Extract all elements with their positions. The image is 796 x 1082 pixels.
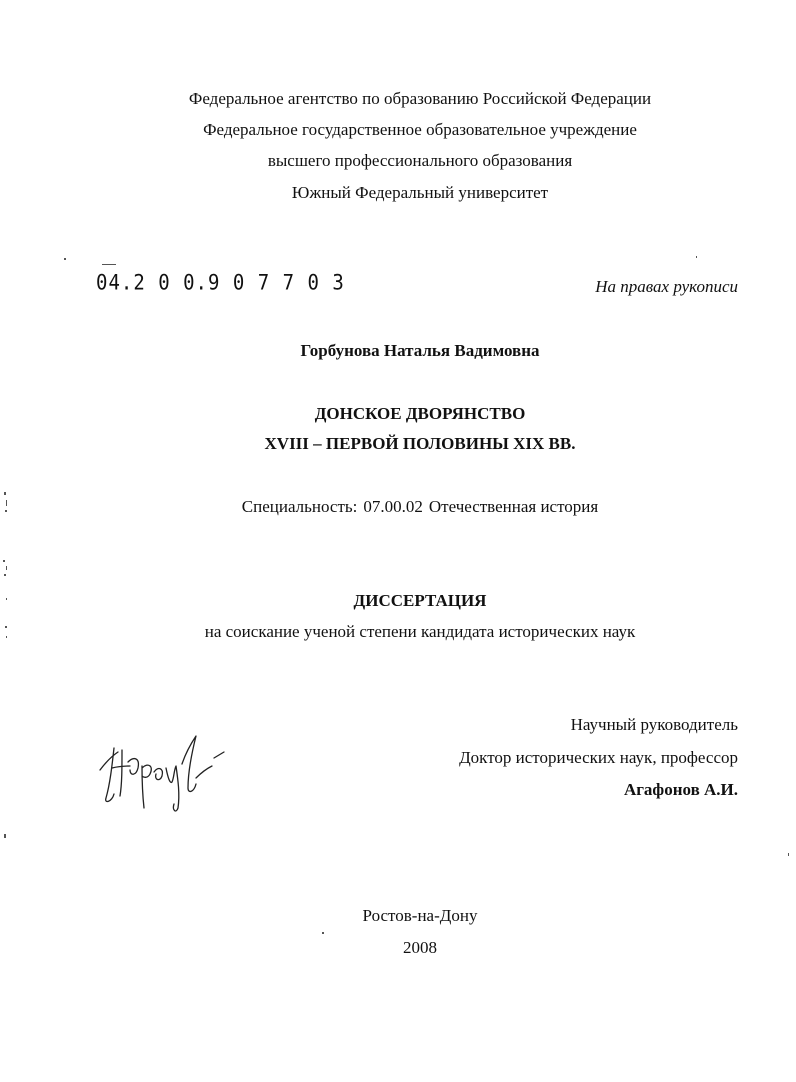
handwritten-signature [92,722,232,822]
advisor-name: Агафонов А.И. [623,780,738,799]
dissertation-title: ДИССЕРТАЦИЯ [353,591,487,610]
thesis-title-line-1: ДОНСКОЕ ДВОРЯНСТВО [314,404,526,423]
city: Ростов-на-Дону [362,906,478,925]
advisor-degree: Доктор исторических наук, профессор [459,748,738,767]
specialty-code: 07.00.02 [363,497,423,516]
thesis-title-line-2: XVIII – ПЕРВОЙ ПОЛОВИНЫ XIX ВВ. [264,434,576,453]
specialty-label: Специальность: [241,497,358,516]
rights-note: На правах рукописи [595,277,738,296]
header-agency: Федеральное агентство по образованию Российской Федерации [188,89,652,108]
header-institution-type: Федеральное государственное образовательное учреждение [203,120,637,139]
specialty-line [22,496,796,518]
advisor-role: Научный руководитель [570,715,738,734]
year: 2008 [403,938,437,957]
registration-stamp-number: 04.2 0 0.9 0 7 7 0 3 [96,270,345,296]
header-education-level: высшего профессионального образования [267,151,573,170]
header-university: Южный Федеральный университет [291,183,549,202]
author-name: Горбунова Наталья Вадимовна [300,341,540,360]
specialty-name: Отечественная история [428,497,599,516]
dissertation-subtitle: на соискание ученой степени кандидата исторических наук [204,622,636,641]
